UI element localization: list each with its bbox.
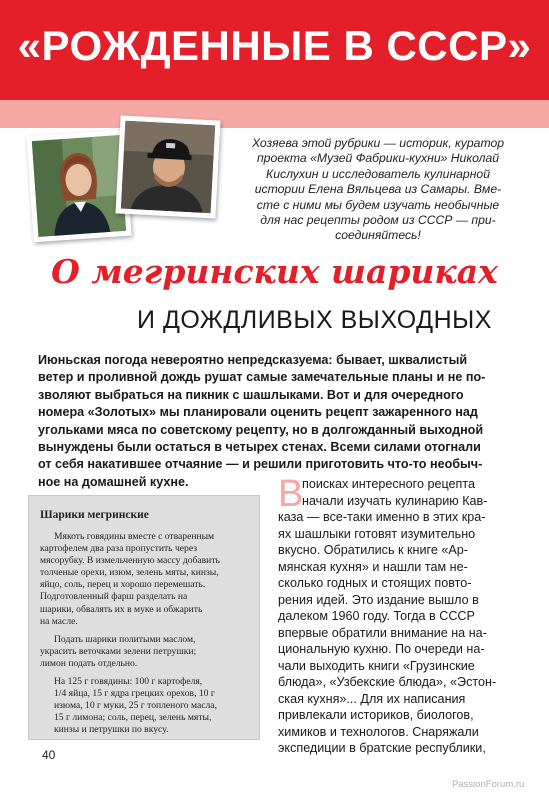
recipe-line: картофелем два раза пропустить через [40,543,197,555]
recipe-line: Мякоть говядины вместе с отваренным [54,531,215,542]
intro-line: Хозяева этой рубрики — историк, куратор [251,136,505,150]
lead-line: зволяют выбраться на пикник с шашлыками. Вот и для очередного [38,387,464,402]
article-title: О мегринских шариках [51,252,498,291]
intro-line: соединяйтесь! [335,228,421,243]
lead-paragraph [38,352,518,491]
recipe-line: лимон подать отдельно. [40,657,138,669]
body-line: экспедиции в братские республики, [278,741,486,755]
ingredient-line: На 125 г говядины: 100 г картофеля, [54,676,203,688]
ingredient-line: 1/4 яйца, 15 г ядра грецких орехов, 10 г [54,688,215,700]
author-photo-man [116,115,221,218]
recipe-line: яйцо, соль, перец и хорошо перемешать. [40,579,206,591]
recipe-box [28,495,260,740]
drop-cap: В [278,473,304,515]
body-line: впервые обратили внимание на на- [278,625,487,640]
lead-line: ное на домашней кухне. [38,474,189,489]
recipe-line: украсить веточками зелени петрушки; [40,645,197,657]
body-line: привлекали историков, биологов, [278,708,474,722]
body-line: циональную кухню. По очереди на- [278,642,485,656]
ingredient-line: изюма, 10 г муки, 25 г топленого масла, [54,700,217,712]
recipe-line: Подать шарики политыми маслом, [54,633,196,645]
body-line: мянская кухня» и нашли там не- [278,559,468,574]
recipe-line: на масле. [40,615,78,627]
watermark: PassionForum.ru [452,779,525,790]
page-number: 40 [42,748,56,762]
lead-line: угольками мяса по советскому рецепту, но в долгожданный выходной [38,422,484,437]
body-line: сколько годных и стоящих повто- [278,576,472,590]
lead-line: вынуждены были остаться в четырех стенах. Всеми силами отогнали [38,440,481,455]
body-line: рения идей. Это издание вышло в [278,592,479,607]
body-line: ская кухня»... Для их написания [278,691,466,706]
body-line: химиков и технологов. Снаряжали [278,724,479,739]
intro-line: истории Елена Вяльцева из Самары. Вме- [254,182,502,197]
intro-text [228,136,528,244]
body-line: далеком 1960 году. Тогда в СССР [278,609,475,623]
body-line: чали выходить книги «Грузинские [278,658,475,673]
body-line: каза — все-таки именно в этих кра- [278,510,486,524]
intro-line: Кислухин и исследователь кулинарной [266,166,490,181]
header-accent-band [0,100,549,128]
intro-line: сте с ними мы будем изучать необычные [256,197,500,212]
lead-line: номера «Золотых» мы планировали оценить рецепт зажаренного над [38,405,478,420]
lead-line: Июньская погода невероятно непредсказуема: бывает, шквалистый [38,353,468,367]
intro-line: для нас рецепты родом из СССР — при- [260,213,496,228]
body-line: ях шашлыки готовят изумительно [278,526,476,541]
recipe-title: Шарики мегринские [40,509,149,521]
recipe-body [40,531,252,737]
intro-line: проекта «Музей Фабрики-кухни» Николай [256,151,500,166]
ingredient-line: кинзы и петрушки по вкусу. [54,724,169,736]
recipe-line: шарики, обвалять их в муке и обжарить [40,603,203,615]
body-line: начали изучать кулинарию Кав- [302,493,488,508]
ingredient-line: 15 г лимона; соль, перец, зелень мяты, [54,712,212,724]
lead-line: от себя накатившее отчаяние — и решили приготовить что-то необыч- [38,457,483,472]
body-column [278,473,518,757]
recipe-line: толченые орехи, изюм, зелень мяты, кинзы, [40,567,219,579]
rubric-title: «РОЖДЕННЫЕ В СССР» [17,22,532,69]
recipe-line: Подготовленный фарш разделать на [40,591,188,603]
article-subtitle: И ДОЖДЛИВЫХ ВЫХОДНЫХ [137,306,492,334]
recipe-line: мясорубку. В измельченную массу добавить [40,555,220,567]
body-line: блюда», «Узбекские блюда», «Эстон- [278,675,497,689]
author-photo-woman [26,130,131,243]
body-line: поисках интересного рецепта [302,477,475,491]
lead-line: ветер и проливной дождь рушат самые замечательные планы и не по- [38,370,486,385]
body-line: вкусно. Обратились к книге «Ар- [278,543,468,557]
